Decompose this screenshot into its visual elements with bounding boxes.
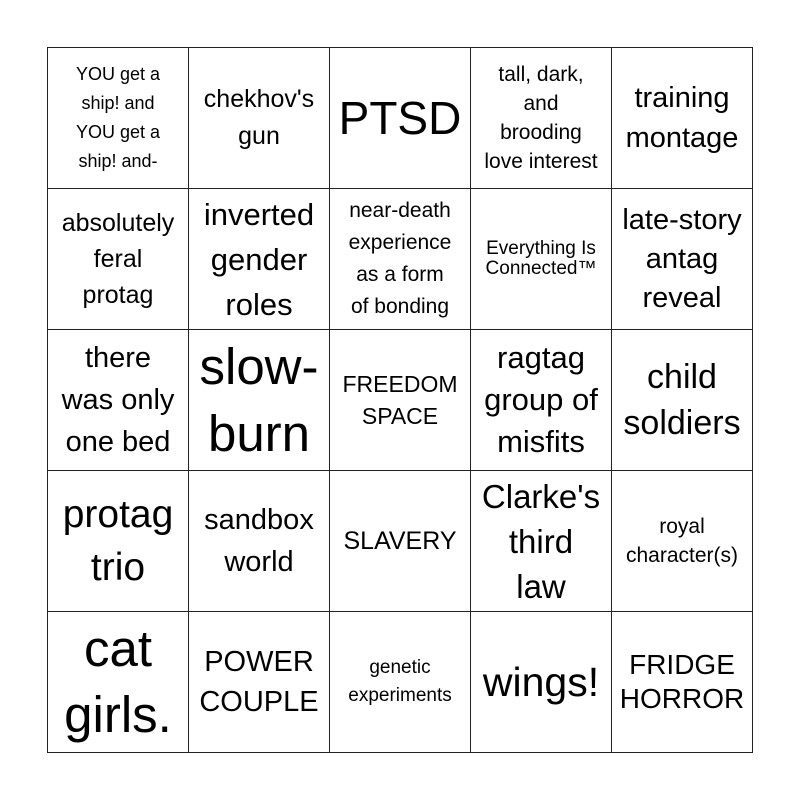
cell-text: YOU get a ship! and YOU get a ship! and- [75,64,161,171]
cell-text: PTSD [338,92,462,144]
cell-text: FRIDGE HORROR [619,649,745,714]
bingo-cell-r5c4[interactable] [471,612,612,753]
cell-text: genetic experiments [348,657,452,706]
bingo-cell-r3c2[interactable] [189,330,330,471]
cell-text: slow- burn [199,338,319,462]
cell-text: wings! [482,659,600,705]
bingo-cell-r1c5[interactable] [612,48,753,189]
cell-text: absolutely feral protag [61,209,175,309]
bingo-cell-r4c2[interactable] [189,471,330,612]
cell-text: there was only one bed [61,342,175,458]
cell-text: cat girls. [64,620,172,743]
bingo-cell-r5c2[interactable] [189,612,330,753]
cell-text: FREEDOM SPACE [342,371,458,429]
bingo-cell-r3c5[interactable] [612,330,753,471]
cell-text: ragtag group of misfits [484,340,598,459]
bingo-cell-r1c1[interactable] [48,48,189,189]
bingo-cell-r3c1[interactable] [48,330,189,471]
bingo-cell-r5c5[interactable] [612,612,753,753]
bingo-cell-r4c4[interactable] [471,471,612,612]
bingo-cell-r4c5[interactable] [612,471,753,612]
bingo-cell-r3c4[interactable] [471,330,612,471]
cell-text: protag trio [62,493,174,589]
bingo-cell-r2c5[interactable] [612,189,753,330]
cell-text: SLAVERY [343,527,457,555]
cell-text: late-story antag reveal [622,203,742,314]
cell-text: sandbox world [204,504,314,578]
cell-text: chekhov's gun [203,85,315,150]
bingo-cell-r2c4[interactable] [471,189,612,330]
bingo-board [47,47,753,753]
bingo-cell-r5c1[interactable] [48,612,189,753]
bingo-cell-r4c1[interactable] [48,471,189,612]
bingo-cell-r2c3[interactable] [330,189,471,330]
cell-text: inverted gender roles [203,196,315,322]
bingo-cell-r3c3[interactable] [330,330,471,471]
cell-text: near-death experience as a form of bonding [348,199,452,318]
cell-text: Everything Is Connected™ [485,238,597,279]
bingo-cell-r2c1[interactable] [48,189,189,330]
cell-text: POWER COUPLE [199,646,319,718]
bingo-cell-r2c2[interactable] [189,189,330,330]
cell-text: royal character(s) [625,515,739,567]
bingo-cell-r4c3[interactable] [330,471,471,612]
cell-text: child soldiers [623,358,741,442]
cell-text: training montage [625,82,739,154]
bingo-cell-r1c3[interactable] [330,48,471,189]
bingo-cell-r1c2[interactable] [189,48,330,189]
bingo-cell-r1c4[interactable] [471,48,612,189]
cell-text: Clarke's third law [481,477,601,605]
bingo-cell-r5c3[interactable] [330,612,471,753]
cell-text: tall, dark, and brooding love interest [484,63,598,173]
